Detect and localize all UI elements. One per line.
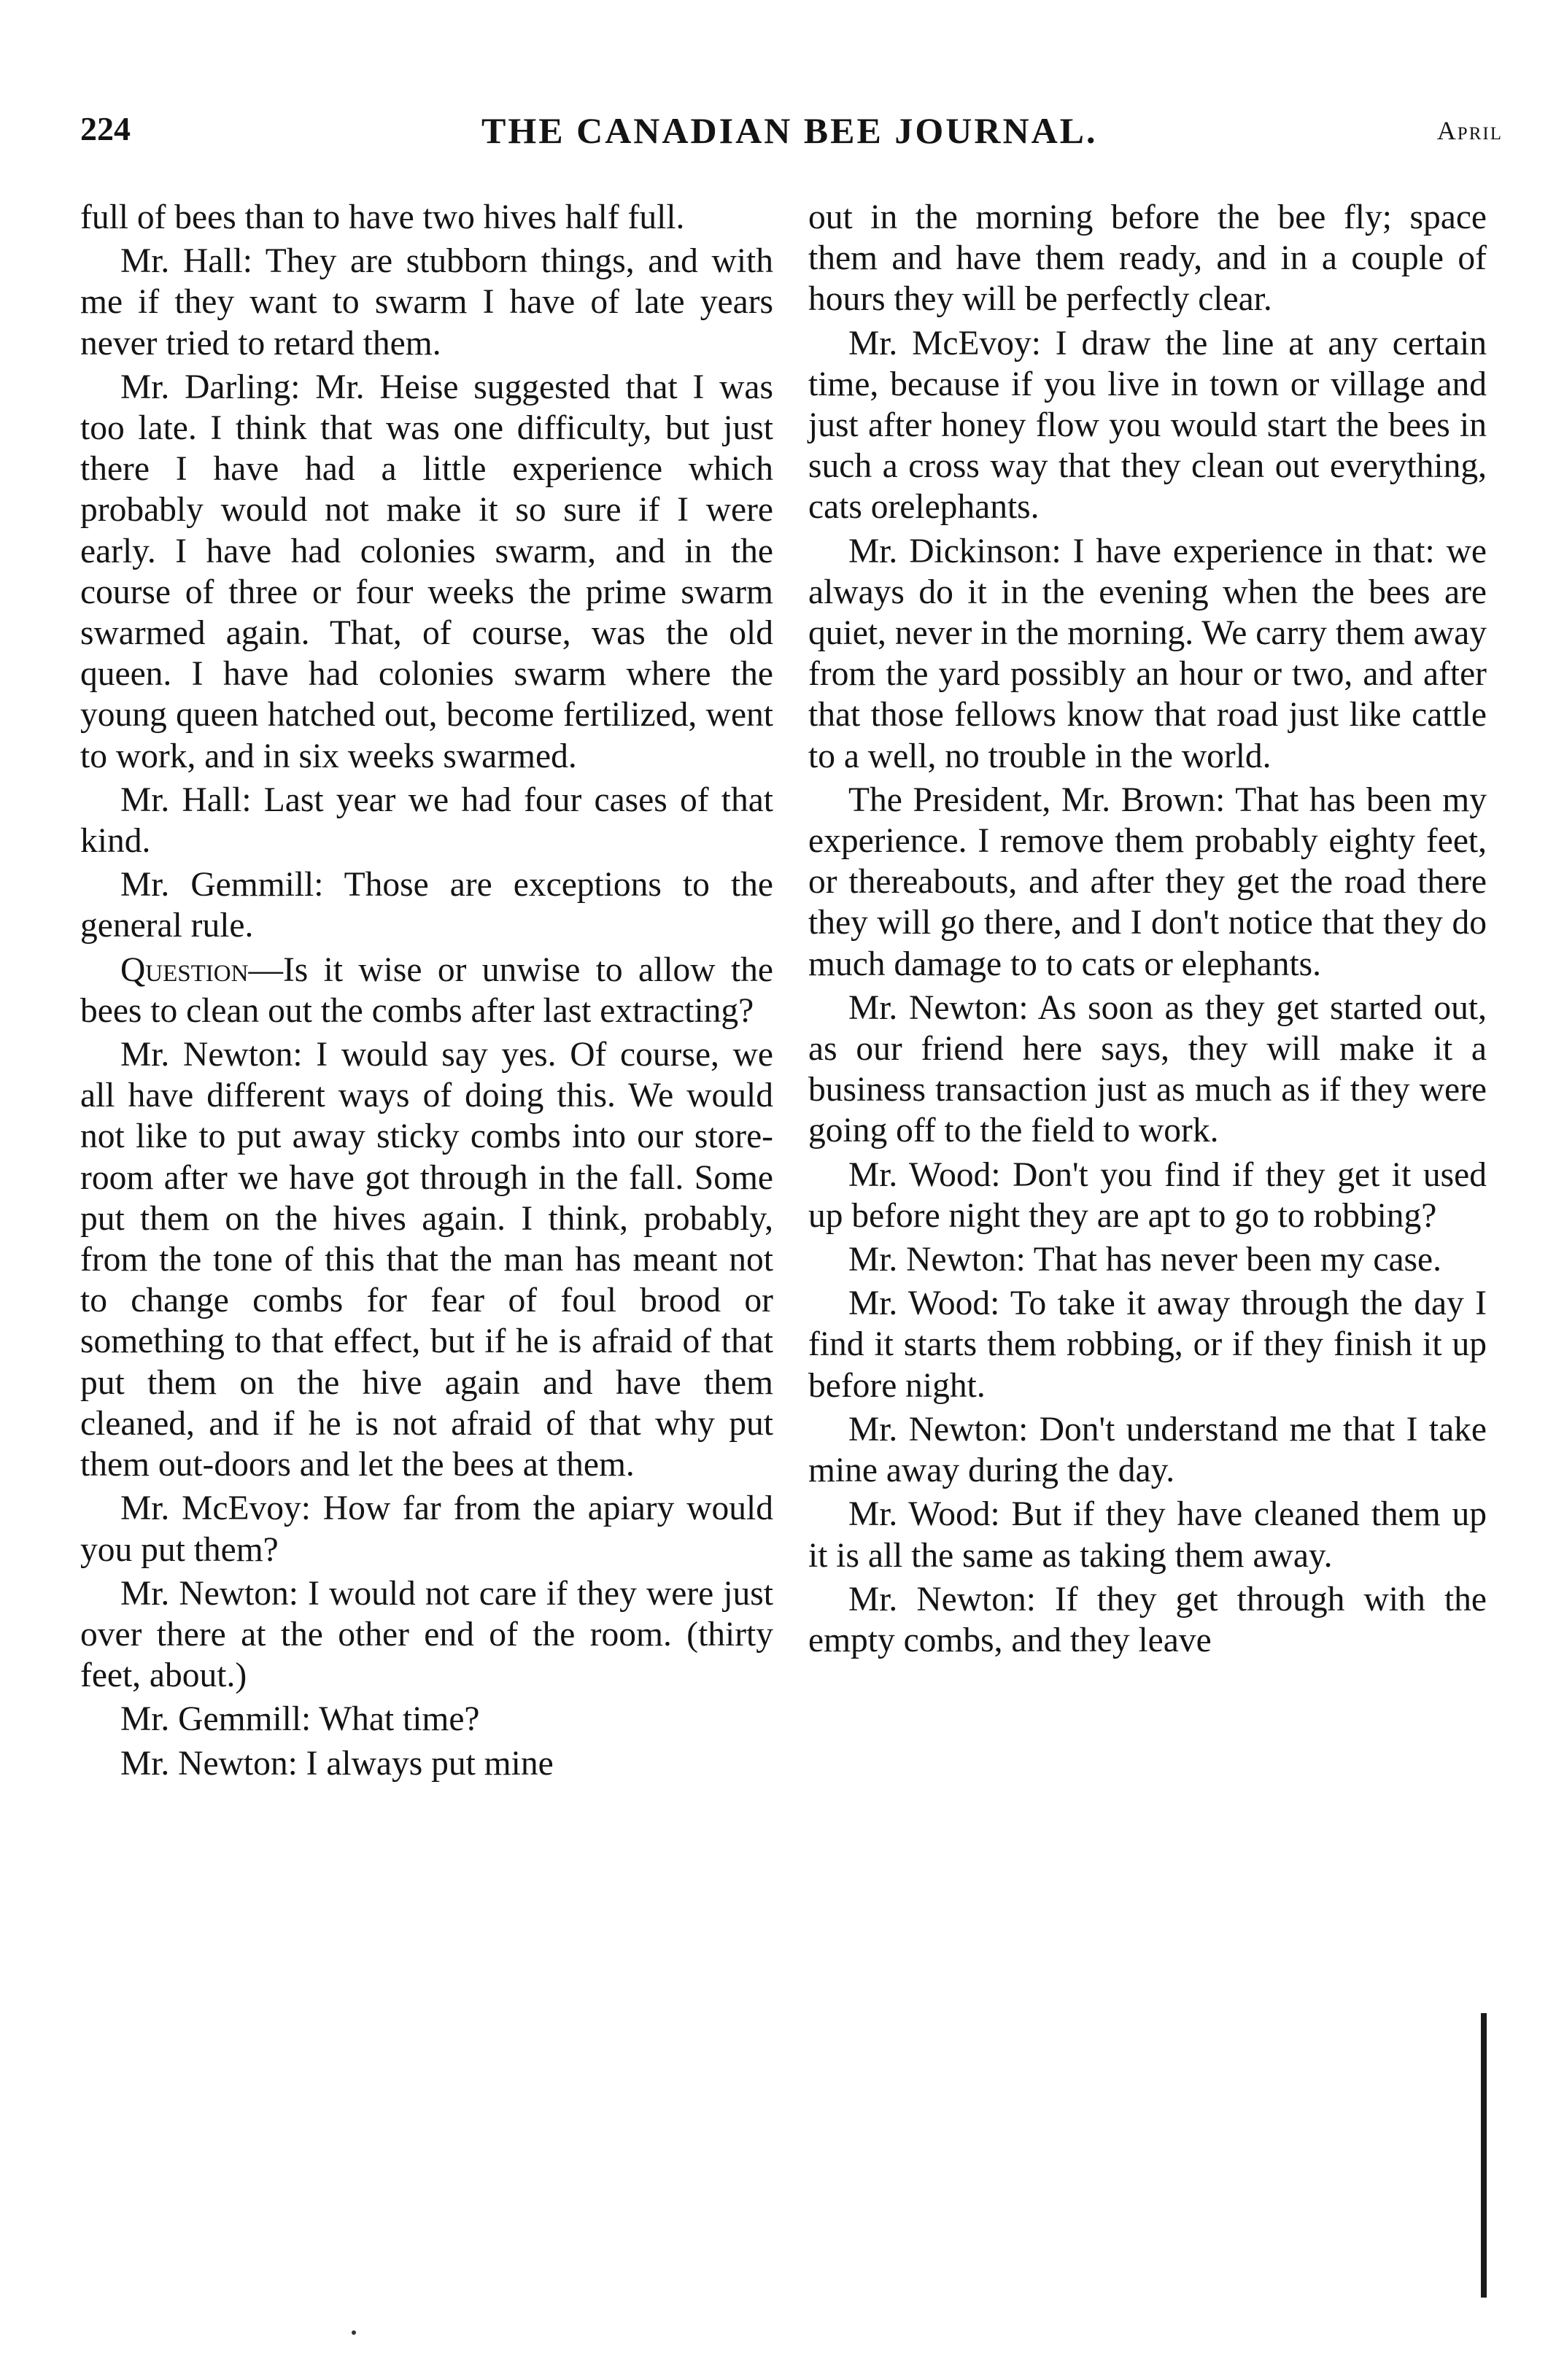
right-column [808, 197, 1487, 1661]
print-speck [352, 2330, 356, 2335]
paragraph: Mr. Newton: I would say yes. Of course, we all have different ways of doing this. We would not like to put away sticky combs into our store-room after we have got through in the fall. Some put them on the hives again. I think, probably, from the tone of this that the man has meant not to change combs for fear of foul brood or something to that effect, but if he is afraid of that put them on the hive again and have them cleaned, and if he is not afraid of that why put them out-doors and let the bees at them. [80, 1036, 773, 1484]
margin-scan-mark [1481, 2013, 1487, 2298]
running-header [80, 109, 1503, 168]
paragraph: Mr. Newton: As soon as they get started out, as our friend here says, they will make it a business transaction just as much as if they were going off to the field to work. [808, 988, 1487, 1150]
paragraph: full of bees than to have two hives half full. [80, 198, 685, 236]
paragraph: Mr. Newton: If they get through with the empty combs, and they leave [808, 1580, 1487, 1659]
paragraph: Mr. Dickinson: I have experience in that: we always do it in the evening when the bees are quiet, never in the morning. We carry them away from the yard possibly an hour or two, and after that those fellows know that road just like cattle to a well, no trouble in the world. [808, 532, 1487, 775]
question-paragraph [80, 950, 773, 1031]
header-month: April [1436, 116, 1503, 145]
paragraph: Mr. Gemmill: Those are exceptions to the general rule. [80, 866, 773, 945]
paragraph: Mr. Wood: But if they have cleaned them up it is all the same as taking them away. [808, 1495, 1487, 1575]
paragraph: Mr. Newton: I always put mine [120, 1744, 554, 1783]
paragraph: Mr. Wood: To take it away through the day I find it starts them robbing, or if they finish it up before night. [808, 1284, 1487, 1405]
paragraph: Mr. McEvoy: I draw the line at any certain time, because if you live in town or village and just after honey flow you would start the bees in such a cross way that they clean out everything, cats orelephants. [808, 324, 1487, 527]
question-lead: Question [120, 950, 249, 989]
paragraph: Mr. Gemmill: What time? [120, 1700, 480, 1739]
paragraph: Mr. Darling: Mr. Heise suggested that I was too late. I think that was one difficulty, but just there I have had a little experience which probably would not make it so sure if I were early. I have had colonies swarm, and in the course of three or four weeks the prime swarm swarmed again. That, of course, was the old queen. I have had colonies swarm where the young queen hatched out, become fertilized, went to work, and in six weeks swarmed. [80, 368, 773, 775]
paragraph: Mr. Newton: I would not care if they were just over there at the other end of the room. (thirty feet, about.) [80, 1574, 773, 1695]
paragraph: out in the morning before the bee fly; space them and have them ready, and in a couple of hours they will be perfectly clear. [808, 198, 1487, 319]
paragraph: The President, Mr. Brown: That has been my experience. I remove them probably eighty feet, or thereabouts, and after they get the road there they will go there, and I don't notice that they do much damage to to cats or elephants. [808, 780, 1487, 983]
paragraph: Mr. Hall: They are stubborn things, and with me if they want to swarm I have of late years never tried to retard them. [80, 242, 773, 363]
question-text: —Is it wise or unwise to allow the bees to clean out the combs after last extracting? [80, 950, 773, 1030]
paragraph: Mr. McEvoy: How far from the apiary would you put them? [80, 1489, 773, 1569]
page-number: 224 [80, 110, 131, 147]
paragraph: Mr. Hall: Last year we had four cases of that kind. [80, 780, 773, 861]
left-column [80, 197, 773, 1784]
paragraph: Mr. Wood: Don't you find if they get it used up before night they are apt to go to robbing? [808, 1155, 1487, 1235]
paragraph: Mr. Newton: That has never been my case. [848, 1241, 1441, 1279]
journal-title: THE CANADIAN BEE JOURNAL. [481, 110, 1098, 151]
paragraph: Mr. Newton: Don't understand me that I take mine away during the day. [808, 1410, 1487, 1490]
